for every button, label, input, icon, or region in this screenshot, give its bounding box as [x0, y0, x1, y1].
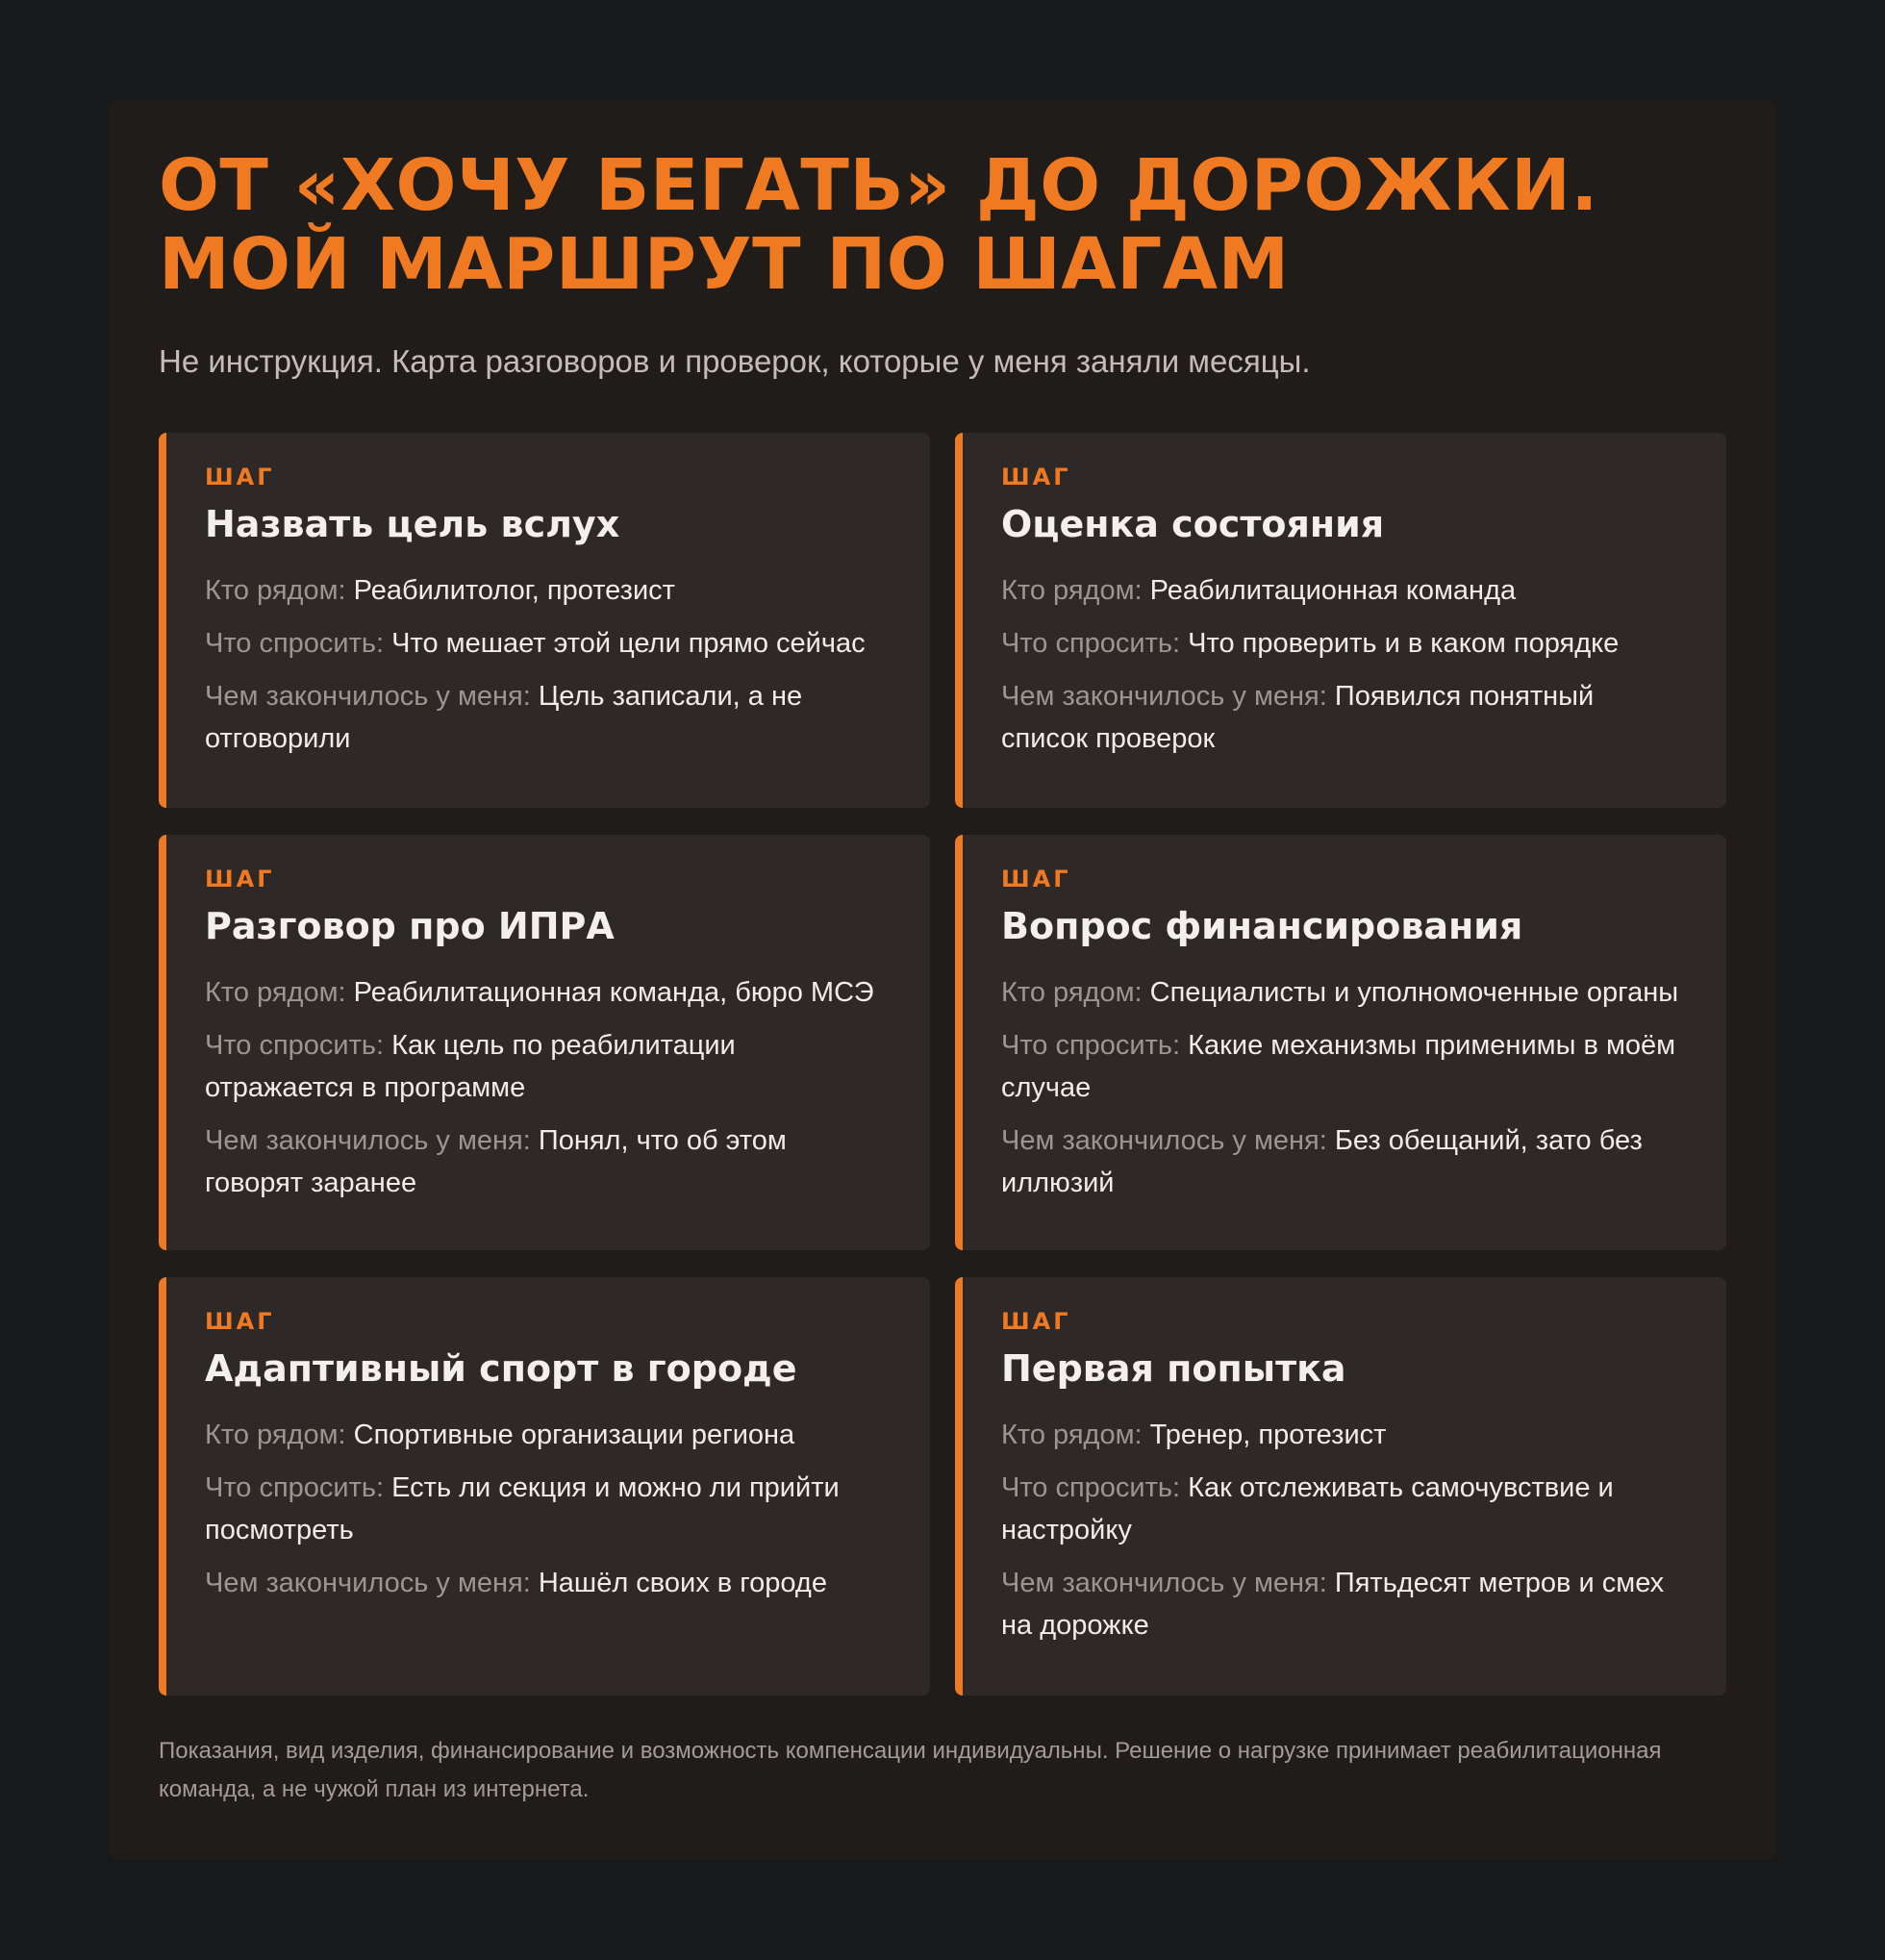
who-value: Реабилитационная команда	[1149, 575, 1517, 606]
step-card	[159, 1277, 930, 1696]
step-result	[205, 675, 892, 760]
ask-label: Что спросить:	[205, 628, 385, 659]
ask-label: Что спросить:	[205, 1472, 385, 1503]
ask-value: Какие механизмы применимы в моём случае	[1001, 1030, 1676, 1103]
step-who	[205, 569, 892, 612]
step-result	[1001, 675, 1688, 760]
ask-value: Есть ли секция и можно ли прийти посмотреть	[205, 1472, 840, 1545]
step-title: Первая попытка	[1001, 1347, 1346, 1390]
ask-label: Что спросить:	[1001, 628, 1181, 659]
step-result	[205, 1562, 892, 1604]
result-value: Понял, что об этом говорят заранее	[205, 1125, 787, 1198]
who-value: Реабилитационная команда, бюро МСЭ	[353, 977, 874, 1008]
result-label: Чем закончилось у меня:	[205, 681, 531, 712]
result-value: Цель записали, а не отговорили	[205, 681, 803, 754]
result-label: Чем закончилось у меня:	[1001, 681, 1327, 712]
step-card	[159, 835, 930, 1250]
who-label: Кто рядом:	[1001, 1420, 1143, 1450]
step-who	[1001, 569, 1688, 612]
step-who	[1001, 1414, 1688, 1456]
step-card	[955, 433, 1726, 808]
step-ask	[1001, 622, 1688, 665]
result-value: Нашёл своих в городе	[538, 1568, 827, 1598]
step-result	[205, 1119, 892, 1204]
step-label: ШАГ	[205, 1308, 275, 1335]
step-ask	[1001, 1467, 1688, 1551]
ask-value: Как цель по реабилитации отражается в программе	[205, 1030, 736, 1103]
who-label: Кто рядом:	[1001, 977, 1143, 1008]
who-label: Кто рядом:	[1001, 575, 1143, 606]
step-card	[159, 433, 930, 808]
step-title: Адаптивный спорт в городе	[205, 1347, 797, 1390]
who-value: Реабилитолог, протезист	[353, 575, 675, 606]
result-value: Появился понятный список проверок	[1001, 681, 1595, 754]
result-label: Чем закончилось у меня:	[205, 1125, 531, 1156]
footnote: Показания, вид изделия, финансирование и возможность компенсации индивидуальны. Решение о нагрузке принимает реабилитационная команда, а не чужой план из интернета.	[159, 1738, 1662, 1802]
step-who	[205, 1414, 892, 1456]
who-value: Тренер, протезист	[1149, 1420, 1387, 1450]
who-label: Кто рядом:	[205, 575, 346, 606]
step-ask	[205, 1467, 892, 1551]
step-card	[955, 1277, 1726, 1696]
step-ask	[205, 1024, 892, 1109]
page-subtitle: Не инструкция. Карта разговоров и проверок, которые у меня заняли месяцы.	[159, 343, 1311, 379]
result-value: Без обещаний, зато без иллюзий	[1001, 1125, 1643, 1198]
step-label: ШАГ	[1001, 866, 1071, 892]
step-label: ШАГ	[1001, 464, 1071, 490]
step-card	[955, 835, 1726, 1250]
ask-label: Что спросить:	[205, 1030, 385, 1061]
ask-label: Что спросить:	[1001, 1472, 1181, 1503]
ask-value: Что проверить и в каком порядке	[1188, 628, 1620, 659]
who-value: Специалисты и уполномоченные органы	[1149, 977, 1679, 1008]
who-label: Кто рядом:	[205, 1420, 346, 1450]
result-value: Пятьдесят метров и смех на дорожке	[1001, 1568, 1665, 1641]
step-result	[1001, 1562, 1688, 1646]
step-label: ШАГ	[1001, 1308, 1071, 1335]
ask-value: Как отслеживать самочувствие и настройку	[1001, 1472, 1614, 1545]
infographic-panel	[109, 100, 1776, 1860]
step-title: Оценка состояния	[1001, 503, 1385, 545]
step-result	[1001, 1119, 1688, 1204]
result-label: Чем закончилось у меня:	[205, 1568, 531, 1598]
who-value: Спортивные организации региона	[353, 1420, 795, 1450]
step-ask	[1001, 1024, 1688, 1109]
steps-grid	[159, 433, 1726, 1696]
step-ask	[205, 622, 892, 665]
step-title: Вопрос финансирования	[1001, 905, 1523, 947]
step-label: ШАГ	[205, 866, 275, 892]
step-title: Разговор про ИПРА	[205, 905, 615, 947]
result-label: Чем закончилось у меня:	[1001, 1125, 1327, 1156]
ask-label: Что спросить:	[1001, 1030, 1181, 1061]
ask-value: Что мешает этой цели прямо сейчас	[391, 628, 866, 659]
who-label: Кто рядом:	[205, 977, 346, 1008]
step-label: ШАГ	[205, 464, 275, 490]
page-title: ОТ «ХОЧУ БЕГАТЬ» ДО ДОРОЖКИ. МОЙ МАРШРУТ ПО ШАГАМ	[159, 144, 1598, 306]
result-label: Чем закончилось у меня:	[1001, 1568, 1327, 1598]
step-who	[1001, 971, 1688, 1014]
step-who	[205, 971, 892, 1014]
step-title: Назвать цель вслух	[205, 503, 620, 545]
